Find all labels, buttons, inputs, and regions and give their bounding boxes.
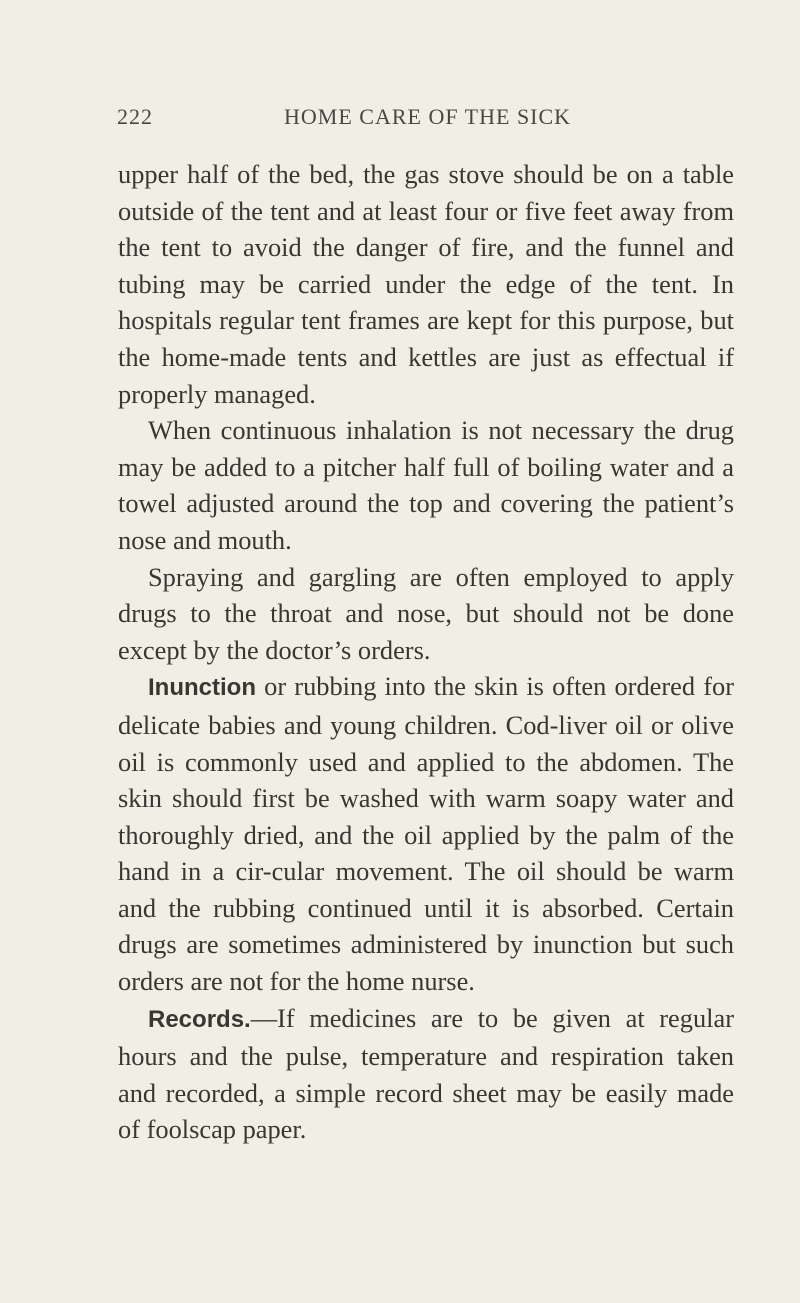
inunction-text: or rubbing into the skin is often ordered for delicate babies and young children. Cod-liver oil or olive oil is commonly used and applied to the abdomen. The skin should first be washed with warm soapy water and thoroughly dried, and the oil applied by the palm of the hand in a cir-cular movement. The oil should be warm and the rubbing continued until it is absorbed. Certain drugs are sometimes administered by inunction but such orders are not for the home nurse. (118, 671, 734, 997)
records-heading: Records. (148, 1005, 251, 1033)
page-number: 222 (117, 104, 153, 129)
running-title: HOME CARE OF THE SICK (284, 104, 572, 129)
body-text (118, 156, 734, 1148)
paragraph-tent-setup: upper half of the bed, the gas stove should be on a table outside of the tent and at least four or five feet away from the tent to avoid the danger of fire, and the funnel and tubing may be carried under the edge of the tent. In hospitals regular tent frames are kept for this purpose, but the home-made tents and kettles are just as effectual if properly managed. (118, 159, 734, 409)
paragraph-inunction (118, 668, 734, 999)
inunction-heading: Inunction (148, 674, 256, 702)
running-head (117, 104, 737, 134)
paragraph-inhalation: When continuous inhalation is not necessary the drug may be added to a pitcher half full of boiling water and a towel adjusted around the top and covering the patient’s nose and mouth. (118, 415, 734, 555)
records-text: —If medicines are to be given at regular hours and the pulse, temperature and respiration taken and recorded, a simple record sheet may be easily made of foolscap paper. (118, 1002, 734, 1145)
paragraph-spraying: Spraying and gargling are often employed to apply drugs to the throat and nose, but should not be done except by the doctor’s orders. (118, 561, 734, 665)
paragraph-records (118, 1000, 734, 1148)
